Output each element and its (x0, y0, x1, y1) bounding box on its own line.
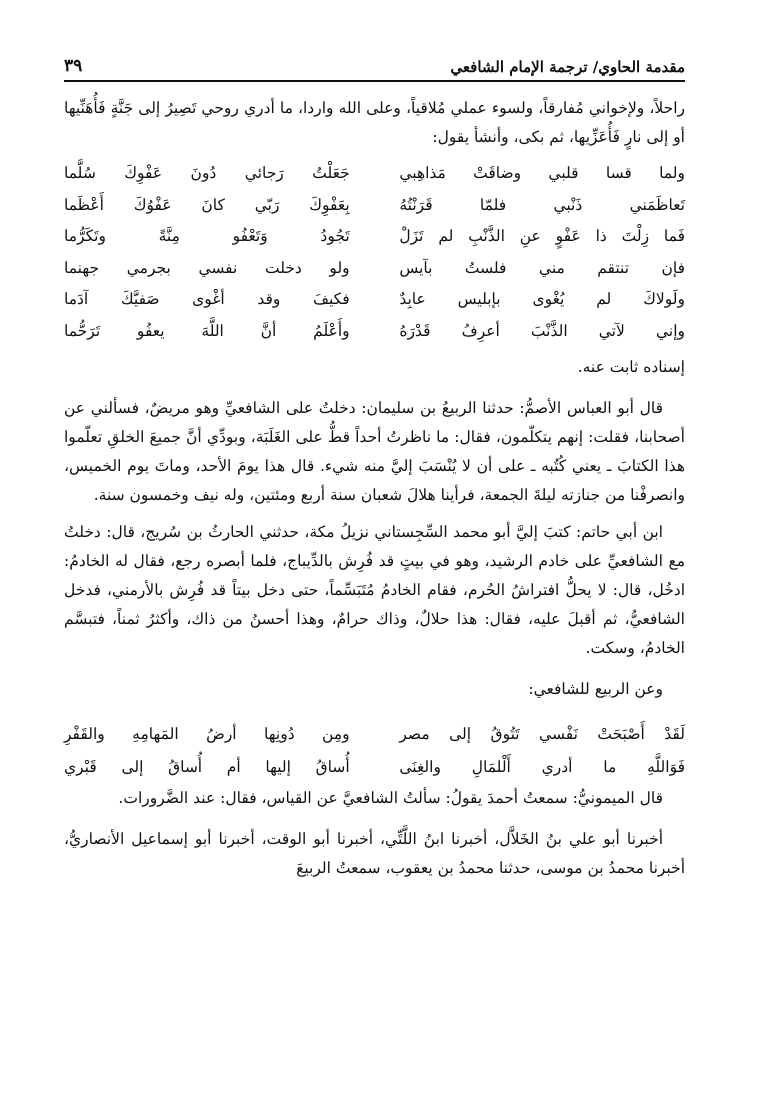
verse-second-hemistich: وأَعْلَمُ أنَّ اللَّهَ يعفُو تَرَحُّما (64, 321, 350, 340)
isnad-note: إسناده ثابت عنه. (577, 358, 685, 376)
verse-first-hemistich: لَقَدْ أَصْبَحَتْ نَفْسي تَتُوقُ إلى مصر (399, 725, 685, 743)
verse-second-hemistich: أُساقُ إليها أم أُساقُ إلى قَبْري (64, 758, 350, 776)
verse-first-hemistich: وإني لآتي الذَّنْبَ أعرِفُ قَدْرَهُ (399, 321, 685, 340)
verse-second-hemistich: بِعَفْوِكَ رَبّي كانَ عَفْوُكَ أَعْظَما (64, 195, 350, 214)
verse-second-hemistich: ولو دخلت نفسي بجرمي جهنما (64, 258, 350, 277)
paragraph-5: أخبرنا أبو علي بنُ الخَلاَّل، أخبرنا ابنُ اللَّتِّي، أخبرنا أبو الوقت، أخبرنا أبو إسماعيل الأنصاريُّ، أخبرنا محمدُ بن موسى، حدثنا محمدُ بن يعقوب، سمعتُ الربيعَ (64, 830, 685, 877)
verse-line (64, 751, 685, 784)
verse-second-hemistich: فكيفَ وقد أغْوى صَفيَّكَ آدَما (64, 290, 350, 308)
verse-first-hemistich: ولَولاكَ لم يُغْوى بإبليس عابِدٌ (399, 290, 685, 308)
verse-second-hemistich: تَجُودُ وَتَعْفُو مِنَّةً وتَكَرُّما (64, 227, 350, 245)
rabi-intro: وعن الربيع للشافعي: (528, 680, 663, 698)
verse-line (64, 190, 685, 222)
page-number: ٣٩ (64, 56, 83, 76)
paragraph-4: قال الميمونيُّ: سمعتُ أحمدَ يقولُ: سألتُ الشافعيَّ عن القياس، فقال: عند الضَّرورات. (118, 789, 663, 807)
verse-line (64, 316, 685, 348)
verse-second-hemistich: ومِن دُونِها أرضُ المَهامِهِ والقَفْرِ (64, 725, 350, 743)
verse-first-hemistich: فَوَاللَّهِ ما أدري أَلْلمَالِ والغِنَى (399, 758, 685, 776)
paragraph-3: ابن أبي حاتم: كتبَ إليَّ أبو محمد السِّجِستاني نزيلُ مكة، حدثني الحارثُ بن سُريج، قال: دخلتُ مع الشافعيِّ على خادم الرشيد، وهو في بيتٍ قد فُرِش بالدِّيباج، فلما أبصره رجع، فقال له الخادمُ: ادخُل، قال: لا يحلُّ افتراشُ الحُرم، فقام الخادمُ مُتَبَسِّماً، حتى دخل بيتاً قد فُرِش بالأرمني، فدخل الشافعيُّ، ثم أقبلَ عليه، فقال: هذا حلالٌ، وذاك حرامٌ، وهذا أحسنُ من ذاك، وأكثرُ ثمناً، فتبسَّم الخادمُ، وسكت. (64, 523, 685, 657)
verse-first-hemistich: فإن تنتقم مني فلستُ بآيس (399, 258, 685, 277)
paragraph-1: راحلاً، ولإخواني مُفارقاً، ولسوء عملي مُلاقياً، وعلى الله واردا، ما أدري روحي تَصِيرُ إلى جَنَّةٍ فَأُهَنِّيها أو إلى نارٍ فَأُعَزِّيها، ثم بكى، وأنشأ يقول: (64, 99, 685, 146)
poem-2 (64, 718, 685, 784)
verse-first-hemistich: فَما زِلْتَ ذا عَفْوٍ عنِ الذَّنْبِ لم تَزَلْ (399, 227, 685, 245)
verse-second-hemistich: جَعَلْتُ رَجائي دُونَ عَفْوِكَ سُلَّما (64, 164, 350, 182)
poem-1 (64, 158, 685, 347)
verse-first-hemistich: تَعاظَمَني ذَنْبي فلمّا قَرَنْتُهُ (399, 195, 685, 214)
running-header (64, 54, 685, 82)
verse-line (64, 718, 685, 751)
verse-first-hemistich: ولما قسا قلبي وضاقَتْ مَذاهِبي (399, 164, 685, 182)
verse-line (64, 284, 685, 316)
verse-line (64, 158, 685, 190)
header-title: مقدمة الحاوي/ ترجمة الإمام الشافعي (450, 58, 685, 76)
verse-line (64, 253, 685, 285)
paragraph-2: قال أبو العباس الأصمُّ: حدثنا الربيعُ بن سليمان: دخلتُ على الشافعيِّ وهو مريضٌ، فسألني عن أصحابنا، فقلت: إنهم يتكلّمون، فقال: ما ناظرتُ أحداً قطُّ على الغَلَبَة، وبودِّي أنَّ جميعَ الخلقِ تعلّموا هذا الكتابَ ـ يعني كُتُبه ـ على أن لا يُنْسَبَ إليَّ منه شيء. قال هذا يومَ الأحد، وماتَ يوم الخميس، وانصرفْنا من جنازته ليلةَ الجمعة، فرأينا هلالَ شعبان سنة أربع ومئتين، وله نيف وخمسون سنة. (64, 399, 685, 504)
verse-line (64, 221, 685, 253)
